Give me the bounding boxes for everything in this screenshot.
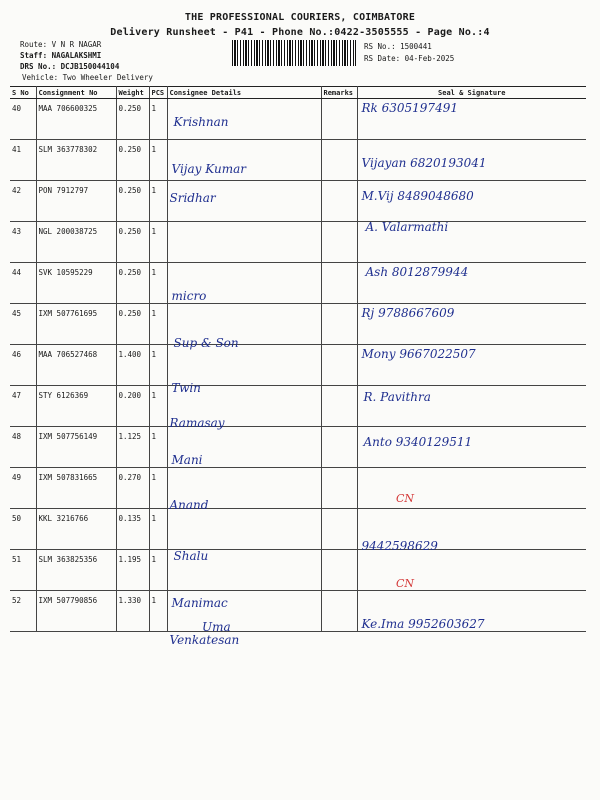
serial-number: 42 bbox=[12, 186, 22, 195]
consignment-number-cell bbox=[36, 468, 116, 509]
weight-cell bbox=[116, 550, 149, 591]
serial-number: 41 bbox=[12, 145, 22, 154]
col-header-sno: S No bbox=[10, 87, 36, 99]
table-row bbox=[10, 222, 586, 263]
consignee-handwritten-name: Mani bbox=[171, 453, 203, 467]
remarks-cell bbox=[321, 140, 357, 181]
consignment-number-cell bbox=[36, 386, 116, 427]
handwritten-signature: Rk 6305197491 bbox=[361, 101, 458, 115]
consignee-details-cell bbox=[167, 468, 321, 512]
table-row bbox=[10, 509, 586, 550]
stamp-mark: CN bbox=[396, 492, 415, 505]
pieces: 1 bbox=[151, 104, 157, 113]
serial-number-cell bbox=[10, 591, 36, 632]
serial-number-cell bbox=[10, 263, 36, 304]
pieces: 1 bbox=[151, 268, 157, 277]
weight: 0.250 bbox=[118, 145, 142, 154]
weight-cell bbox=[116, 509, 149, 550]
serial-number-cell bbox=[10, 509, 36, 550]
remarks-cell bbox=[321, 99, 357, 140]
remarks-cell bbox=[321, 550, 357, 591]
serial-number: 43 bbox=[12, 227, 22, 236]
pieces-cell bbox=[149, 345, 167, 386]
consignee-details-cell bbox=[167, 550, 321, 610]
seal-signature-cell bbox=[357, 386, 586, 427]
table-row bbox=[10, 591, 586, 632]
rs-no-value: 1500441 bbox=[400, 42, 432, 51]
weight-cell bbox=[116, 304, 149, 345]
serial-number: 40 bbox=[12, 104, 22, 113]
seal-signature-cell bbox=[357, 263, 586, 304]
handwritten-signature: M.Vij 8489048680 bbox=[361, 189, 474, 203]
route-line bbox=[20, 39, 101, 50]
pieces-cell bbox=[149, 386, 167, 427]
consignment-number: IXM 507761695 bbox=[38, 309, 98, 318]
pieces-cell bbox=[149, 427, 167, 468]
consignment-number-cell bbox=[36, 550, 116, 591]
seal-signature-cell bbox=[357, 591, 586, 632]
pieces-cell bbox=[149, 222, 167, 263]
serial-number-cell bbox=[10, 550, 36, 591]
weight: 0.270 bbox=[118, 473, 142, 482]
rs-no-label: RS No.: bbox=[364, 42, 396, 51]
pieces: 1 bbox=[151, 186, 157, 195]
weight: 1.330 bbox=[118, 596, 142, 605]
pieces-cell bbox=[149, 99, 167, 140]
consignment-number-cell bbox=[36, 427, 116, 468]
vehicle-label: Vehicle: bbox=[22, 73, 59, 82]
remarks-cell bbox=[321, 386, 357, 427]
weight-cell bbox=[116, 181, 149, 222]
seal-signature-cell bbox=[357, 304, 586, 345]
consignee-details-cell bbox=[167, 99, 321, 140]
consignment-number-cell bbox=[36, 345, 116, 386]
remarks-cell bbox=[321, 181, 357, 222]
pieces-cell bbox=[149, 468, 167, 509]
table-row bbox=[10, 304, 586, 345]
barcode bbox=[232, 40, 356, 66]
rs-date-label: RS Date: bbox=[364, 54, 401, 63]
drs-value: DCJB150044104 bbox=[60, 62, 120, 71]
consignee-handwritten-name: Anand bbox=[169, 498, 209, 512]
serial-number-cell bbox=[10, 181, 36, 222]
consignment-number-cell bbox=[36, 591, 116, 632]
weight: 0.250 bbox=[118, 186, 142, 195]
staff-line bbox=[20, 50, 101, 61]
drs-label: DRS No.: bbox=[20, 62, 57, 71]
handwritten-signature: Anto 9340129511 bbox=[363, 435, 473, 449]
company-title: THE PROFESSIONAL COURIERS, COIMBATORE bbox=[184, 12, 416, 23]
handwritten-signature: Rj 9788667609 bbox=[361, 306, 455, 320]
seal-signature-cell bbox=[357, 345, 586, 386]
consignment-number: IXM 507831665 bbox=[38, 473, 98, 482]
pieces-cell bbox=[149, 550, 167, 591]
consignee-handwritten-name: Shalu bbox=[173, 549, 209, 563]
rs-date-line bbox=[364, 54, 454, 63]
weight-cell bbox=[116, 386, 149, 427]
consignee-handwritten-name: Vijay Kumar bbox=[171, 162, 246, 176]
consignment-number: IXM 507790856 bbox=[38, 596, 98, 605]
weight: 1.400 bbox=[118, 350, 142, 359]
drs-line bbox=[20, 61, 119, 72]
pieces: 1 bbox=[151, 514, 157, 523]
table-row bbox=[10, 140, 586, 181]
weight: 0.250 bbox=[118, 227, 142, 236]
remarks-cell bbox=[321, 591, 357, 632]
consignee-details-cell bbox=[167, 181, 321, 222]
weight: 0.250 bbox=[118, 309, 142, 318]
table-row bbox=[10, 345, 586, 386]
consignment-number: KKL 3216766 bbox=[38, 514, 89, 523]
consignment-number: MAA 706527468 bbox=[38, 350, 98, 359]
seal-signature-cell bbox=[357, 427, 586, 468]
consignment-number: SLM 363778302 bbox=[38, 145, 98, 154]
vehicle-value: Two Wheeler Delivery bbox=[62, 73, 153, 82]
route-label: Route: bbox=[20, 40, 48, 49]
pieces: 1 bbox=[151, 227, 157, 236]
weight-cell bbox=[116, 222, 149, 263]
trailing-handwritten-name: Uma bbox=[202, 620, 231, 634]
pieces-cell bbox=[149, 509, 167, 550]
serial-number: 49 bbox=[12, 473, 22, 482]
handwritten-signature: Ash 8012879944 bbox=[365, 265, 469, 279]
col-header-pcs: PCS bbox=[149, 87, 167, 99]
handwritten-signature: A. Valarmathi bbox=[365, 220, 449, 234]
serial-number-cell bbox=[10, 468, 36, 509]
table-row bbox=[10, 181, 586, 222]
weight-cell bbox=[116, 140, 149, 181]
pieces: 1 bbox=[151, 309, 157, 318]
consignment-number-cell bbox=[36, 140, 116, 181]
pieces: 1 bbox=[151, 391, 157, 400]
serial-number-cell bbox=[10, 99, 36, 140]
staff-value: NAGALAKSHMI bbox=[51, 51, 102, 60]
consignment-number: IXM 507756149 bbox=[38, 432, 98, 441]
table-row bbox=[10, 99, 586, 140]
consignment-number: MAA 706600325 bbox=[38, 104, 98, 113]
col-header-consignee: Consignee Details bbox=[167, 87, 321, 99]
pieces-cell bbox=[149, 181, 167, 222]
seal-signature-cell bbox=[357, 140, 586, 181]
seal-signature-cell bbox=[357, 99, 586, 140]
handwritten-signature: Ke.Ima 9952603627 bbox=[361, 617, 485, 631]
consignment-number: SLM 363825356 bbox=[38, 555, 98, 564]
consignment-number-cell bbox=[36, 509, 116, 550]
pieces-cell bbox=[149, 263, 167, 304]
serial-number: 51 bbox=[12, 555, 22, 564]
pieces: 1 bbox=[151, 555, 157, 564]
table-row bbox=[10, 263, 586, 304]
pieces: 1 bbox=[151, 145, 157, 154]
weight-cell bbox=[116, 99, 149, 140]
table-row bbox=[10, 386, 586, 427]
handwritten-signature: 9442598629 bbox=[361, 539, 438, 553]
remarks-cell bbox=[321, 468, 357, 509]
serial-number-cell bbox=[10, 304, 36, 345]
weight: 0.200 bbox=[118, 391, 142, 400]
consignee-handwritten-name: Ramasay bbox=[169, 416, 225, 430]
consignee-handwritten-name: Twin bbox=[171, 381, 201, 395]
serial-number-cell bbox=[10, 386, 36, 427]
seal-signature-cell bbox=[357, 550, 586, 591]
consignment-number-cell bbox=[36, 304, 116, 345]
serial-number: 48 bbox=[12, 432, 22, 441]
consignment-number: PON 7912797 bbox=[38, 186, 89, 195]
consignee-details-cell bbox=[167, 509, 321, 563]
table-row bbox=[10, 468, 586, 509]
weight: 1.195 bbox=[118, 555, 142, 564]
table-row bbox=[10, 550, 586, 591]
consignment-number-cell bbox=[36, 263, 116, 304]
stamp-mark: CN bbox=[396, 577, 415, 590]
weight: 1.125 bbox=[118, 432, 142, 441]
weight-cell bbox=[116, 468, 149, 509]
consignee-details-cell bbox=[167, 386, 321, 430]
runsheet-table bbox=[10, 86, 586, 647]
pieces-cell bbox=[149, 140, 167, 181]
remarks-cell bbox=[321, 222, 357, 263]
consignment-number: NGL 200038725 bbox=[38, 227, 98, 236]
serial-number-cell bbox=[10, 427, 36, 468]
weight: 0.250 bbox=[118, 268, 142, 277]
handwritten-signature: R. Pavithra bbox=[363, 390, 431, 404]
serial-number: 45 bbox=[12, 309, 22, 318]
col-header-signature: Seal & Signature bbox=[357, 87, 586, 99]
col-header-consignment: Consignment No bbox=[36, 87, 116, 99]
serial-number-cell bbox=[10, 140, 36, 181]
remarks-cell bbox=[321, 304, 357, 345]
weight-cell bbox=[116, 345, 149, 386]
staff-label: Staff: bbox=[20, 51, 48, 60]
consignee-handwritten-name: Krishnan bbox=[173, 115, 229, 129]
table-header-row bbox=[10, 87, 586, 99]
pieces: 1 bbox=[151, 432, 157, 441]
remarks-cell bbox=[321, 345, 357, 386]
handwritten-signature: Vijayan 6820193041 bbox=[361, 156, 487, 170]
consignee-details-cell bbox=[167, 263, 321, 304]
pieces-cell bbox=[149, 304, 167, 345]
consignee-details-cell bbox=[167, 345, 321, 395]
consignment-number-cell bbox=[36, 222, 116, 263]
pieces: 1 bbox=[151, 350, 157, 359]
consignee-details-cell bbox=[167, 140, 321, 181]
vehicle-line bbox=[22, 73, 153, 82]
weight: 0.135 bbox=[118, 514, 142, 523]
serial-number-cell bbox=[10, 222, 36, 263]
pieces: 1 bbox=[151, 473, 157, 482]
consignee-handwritten-name: Venkatesan bbox=[169, 633, 240, 647]
remarks-cell bbox=[321, 263, 357, 304]
route-value: V N R NAGAR bbox=[51, 40, 102, 49]
col-header-remarks: Remarks bbox=[321, 87, 357, 99]
consignee-handwritten-name: Sridhar bbox=[169, 191, 216, 205]
seal-signature-cell bbox=[357, 222, 586, 263]
rs-date-value: 04-Feb-2025 bbox=[404, 54, 455, 63]
col-header-weight: Weight bbox=[116, 87, 149, 99]
serial-number: 52 bbox=[12, 596, 22, 605]
consignee-handwritten-name: Sup & Son bbox=[173, 336, 239, 350]
serial-number-cell bbox=[10, 345, 36, 386]
serial-number: 46 bbox=[12, 350, 22, 359]
consignment-number-cell bbox=[36, 181, 116, 222]
weight-cell bbox=[116, 591, 149, 632]
pieces: 1 bbox=[151, 596, 157, 605]
consignee-details-cell bbox=[167, 304, 321, 350]
serial-number: 47 bbox=[12, 391, 22, 400]
consignee-details-cell bbox=[167, 427, 321, 468]
seal-signature-cell bbox=[357, 509, 586, 553]
serial-number: 44 bbox=[12, 268, 22, 277]
serial-number: 50 bbox=[12, 514, 22, 523]
consignment-number: SVK 10595229 bbox=[38, 268, 93, 277]
consignment-number: STY 6126369 bbox=[38, 391, 89, 400]
rs-no-line bbox=[364, 42, 432, 51]
remarks-cell bbox=[321, 427, 357, 468]
weight-cell bbox=[116, 427, 149, 468]
weight: 0.250 bbox=[118, 104, 142, 113]
pieces-cell bbox=[149, 591, 167, 632]
weight-cell bbox=[116, 263, 149, 304]
consignment-number-cell bbox=[36, 99, 116, 140]
runsheet-title: Delivery Runsheet - P41 - Phone No.:0422-3505555 - Page No.:4 bbox=[110, 27, 490, 38]
remarks-cell bbox=[321, 509, 357, 550]
seal-signature-cell bbox=[357, 181, 586, 222]
consignee-handwritten-name: micro bbox=[171, 289, 207, 303]
seal-signature-cell bbox=[357, 468, 586, 509]
consignee-details-cell bbox=[167, 222, 321, 263]
consignee-handwritten-name: Manimac bbox=[171, 596, 228, 610]
handwritten-signature: Mony 9667022507 bbox=[361, 347, 476, 361]
consignee-details-cell bbox=[167, 591, 321, 647]
table-row bbox=[10, 427, 586, 468]
